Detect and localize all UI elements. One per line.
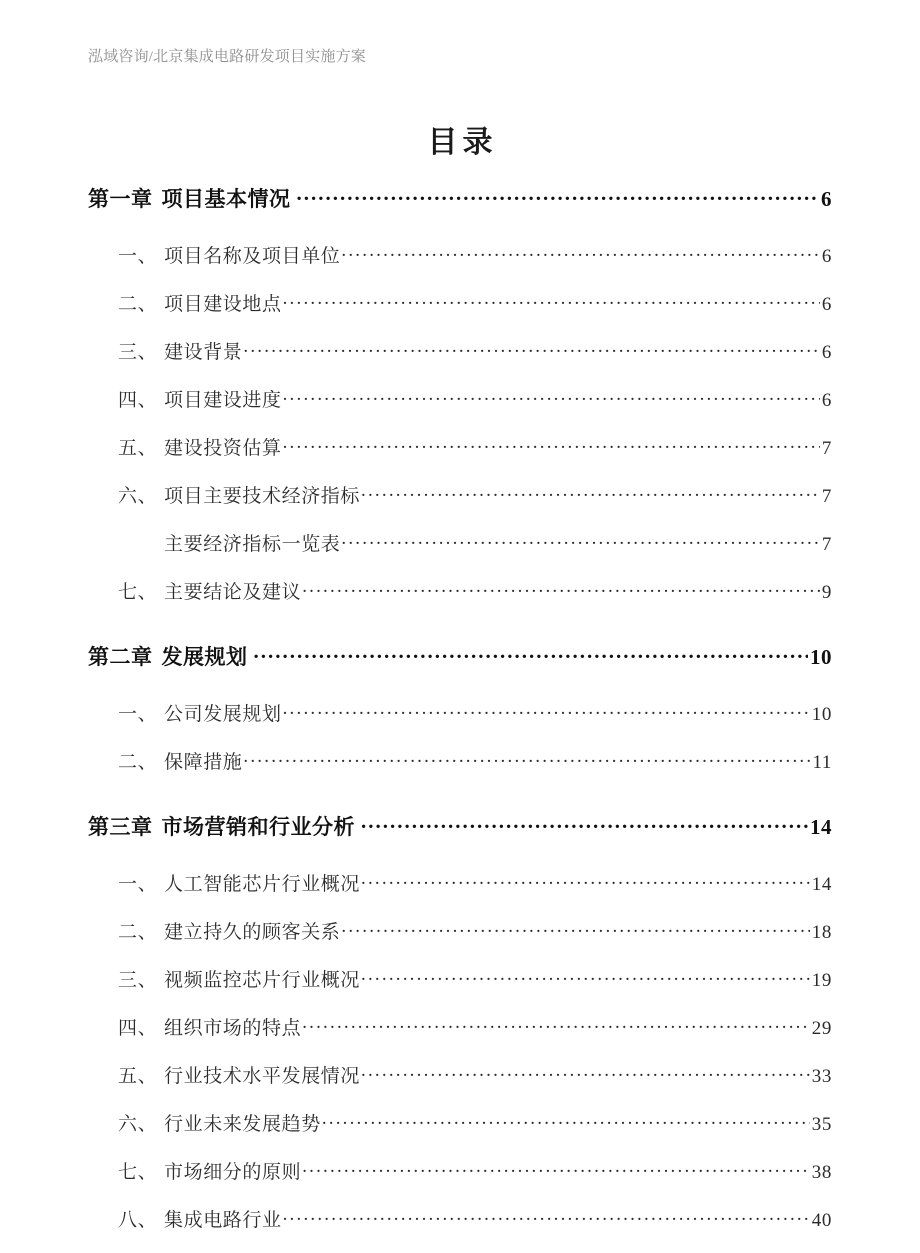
toc-dot-leader <box>361 813 808 834</box>
toc-entry-label: 公司发展规划 <box>164 704 282 725</box>
toc-section-entry[interactable] <box>0 337 920 385</box>
toc-entry-number: 五、 <box>118 438 158 459</box>
toc-section-entry[interactable] <box>0 747 920 795</box>
toc-entry-number: 三、 <box>118 342 158 363</box>
toc-entry-page-number: 38 <box>811 1162 832 1183</box>
toc-section-entry[interactable] <box>0 433 920 481</box>
toc-entry-label: 项目名称及项目单位 <box>164 246 341 267</box>
toc-entry-page-number: 10 <box>810 645 832 669</box>
toc-entry-label: 主要经济指标一览表 <box>164 534 341 555</box>
toc-entry-page-number: 18 <box>811 922 832 943</box>
toc-section-entry[interactable] <box>0 1157 920 1205</box>
toc-entry-page-number: 19 <box>811 970 832 991</box>
toc-entry-label: 人工智能芯片行业概况 <box>164 874 361 895</box>
toc-section-entry[interactable] <box>0 965 920 1013</box>
toc-section-entry[interactable] <box>0 385 920 433</box>
toc-entry-label: 市场细分的原则 <box>164 1162 302 1183</box>
toc-entry-number: 四、 <box>118 390 158 411</box>
toc-entry-page-number: 14 <box>810 815 832 839</box>
toc-dot-leader <box>322 1111 810 1130</box>
toc-entry-label: 组织市场的特点 <box>164 1018 302 1039</box>
toc-entry-label: 项目建设进度 <box>164 390 282 411</box>
toc-entry-label: 集成电路行业 <box>164 1210 282 1231</box>
toc-dot-leader <box>302 1015 810 1034</box>
toc-entry-label: 建设背景 <box>164 342 243 363</box>
toc-entry-number: 八、 <box>118 1210 158 1231</box>
toc-entry-number: 六、 <box>118 486 158 507</box>
toc-chapter-entry[interactable] <box>0 183 920 225</box>
toc-entry-label: 项目主要技术经济指标 <box>164 486 361 507</box>
toc-dot-leader <box>361 871 810 890</box>
toc-entry-label: 建立持久的顾客关系 <box>164 922 341 943</box>
toc-entry-label: 建设投资估算 <box>164 438 282 459</box>
toc-section-entry[interactable] <box>0 529 920 577</box>
toc-entry-number: 一、 <box>118 874 158 895</box>
toc-entry-page-number: 11 <box>812 752 832 773</box>
toc-chapter-entry[interactable] <box>0 811 920 853</box>
toc-entry-page-number: 6 <box>821 342 832 363</box>
toc-section-entry[interactable] <box>0 699 920 747</box>
toc-entry-label: 市场营销和行业分析 <box>161 815 355 839</box>
toc-entry-number: 七、 <box>118 1162 158 1183</box>
toc-section-entry[interactable] <box>0 481 920 529</box>
toc-dot-leader <box>283 701 810 720</box>
toc-entry-page-number: 6 <box>821 294 832 315</box>
toc-entry-label: 项目基本情况 <box>161 187 291 211</box>
toc-dot-leader <box>297 185 820 206</box>
toc-entry-page-number: 6 <box>821 390 832 411</box>
toc-section-entry[interactable] <box>0 1061 920 1109</box>
toc-dot-leader <box>361 967 810 986</box>
toc-dot-leader <box>341 531 819 550</box>
toc-dot-leader <box>283 387 820 406</box>
toc-entry-number: 五、 <box>118 1066 158 1087</box>
toc-section-entry[interactable] <box>0 241 920 289</box>
toc-entry-page-number: 35 <box>811 1114 832 1135</box>
toc-entry-number: 三、 <box>118 970 158 991</box>
toc-dot-leader <box>341 919 809 938</box>
toc-dot-leader <box>283 1207 810 1226</box>
toc-dot-leader <box>361 1063 810 1082</box>
toc-dot-leader <box>283 435 820 454</box>
toc-entry-number: 二、 <box>118 922 158 943</box>
toc-dot-leader <box>361 483 820 502</box>
toc-entry-page-number: 6 <box>821 246 832 267</box>
toc-section-entry[interactable] <box>0 577 920 625</box>
toc-entry-page-number: 7 <box>821 534 832 555</box>
toc-dot-leader <box>243 749 810 768</box>
running-header: 泓域咨询/北京集成电路研发项目实施方案 <box>88 49 366 65</box>
toc-entry-page-number: 33 <box>811 1066 832 1087</box>
toc-entry-label: 发展规划 <box>161 645 248 669</box>
page-title: 目录 <box>427 126 498 159</box>
toc-section-entry[interactable] <box>0 1013 920 1061</box>
toc-section-entry[interactable] <box>0 917 920 965</box>
toc-entry-label: 项目建设地点 <box>164 294 282 315</box>
toc-entry-page-number: 7 <box>821 438 832 459</box>
table-of-contents <box>0 183 920 1253</box>
toc-entry-page-number: 10 <box>811 704 832 725</box>
toc-entry-number: 一、 <box>118 704 158 725</box>
toc-chapter-entry[interactable] <box>0 641 920 683</box>
toc-entry-label: 视频监控芯片行业概况 <box>164 970 361 991</box>
toc-entry-number: 第三章 <box>88 815 153 839</box>
toc-entry-number: 二、 <box>118 294 158 315</box>
toc-entry-page-number: 6 <box>821 187 832 211</box>
toc-entry-number: 第一章 <box>88 187 153 211</box>
toc-entry-page-number: 7 <box>821 486 832 507</box>
toc-dot-leader <box>341 243 819 262</box>
toc-entry-number: 一、 <box>118 246 158 267</box>
toc-section-entry[interactable] <box>0 869 920 917</box>
toc-entry-number: 七、 <box>118 582 158 603</box>
toc-entry-label: 行业技术水平发展情况 <box>164 1066 361 1087</box>
toc-entry-page-number: 29 <box>811 1018 832 1039</box>
toc-section-entry[interactable] <box>0 289 920 337</box>
toc-entry-number: 第二章 <box>88 645 153 669</box>
toc-entry-number: 四、 <box>118 1018 158 1039</box>
toc-entry-number: 二、 <box>118 752 158 773</box>
toc-entry-page-number: 9 <box>821 582 832 603</box>
toc-entry-label: 保障措施 <box>164 752 243 773</box>
toc-section-entry[interactable] <box>0 1109 920 1157</box>
toc-entry-page-number: 14 <box>811 874 832 895</box>
toc-entry-label: 行业未来发展趋势 <box>164 1114 321 1135</box>
toc-dot-leader <box>243 339 819 358</box>
toc-section-entry[interactable] <box>0 1205 920 1253</box>
toc-entry-label: 主要结论及建议 <box>164 582 302 603</box>
toc-entry-page-number: 40 <box>811 1210 832 1231</box>
toc-entry-number: 六、 <box>118 1114 158 1135</box>
toc-dot-leader <box>254 643 809 664</box>
toc-dot-leader <box>302 1159 810 1178</box>
toc-dot-leader <box>302 579 820 598</box>
toc-dot-leader <box>283 291 820 310</box>
